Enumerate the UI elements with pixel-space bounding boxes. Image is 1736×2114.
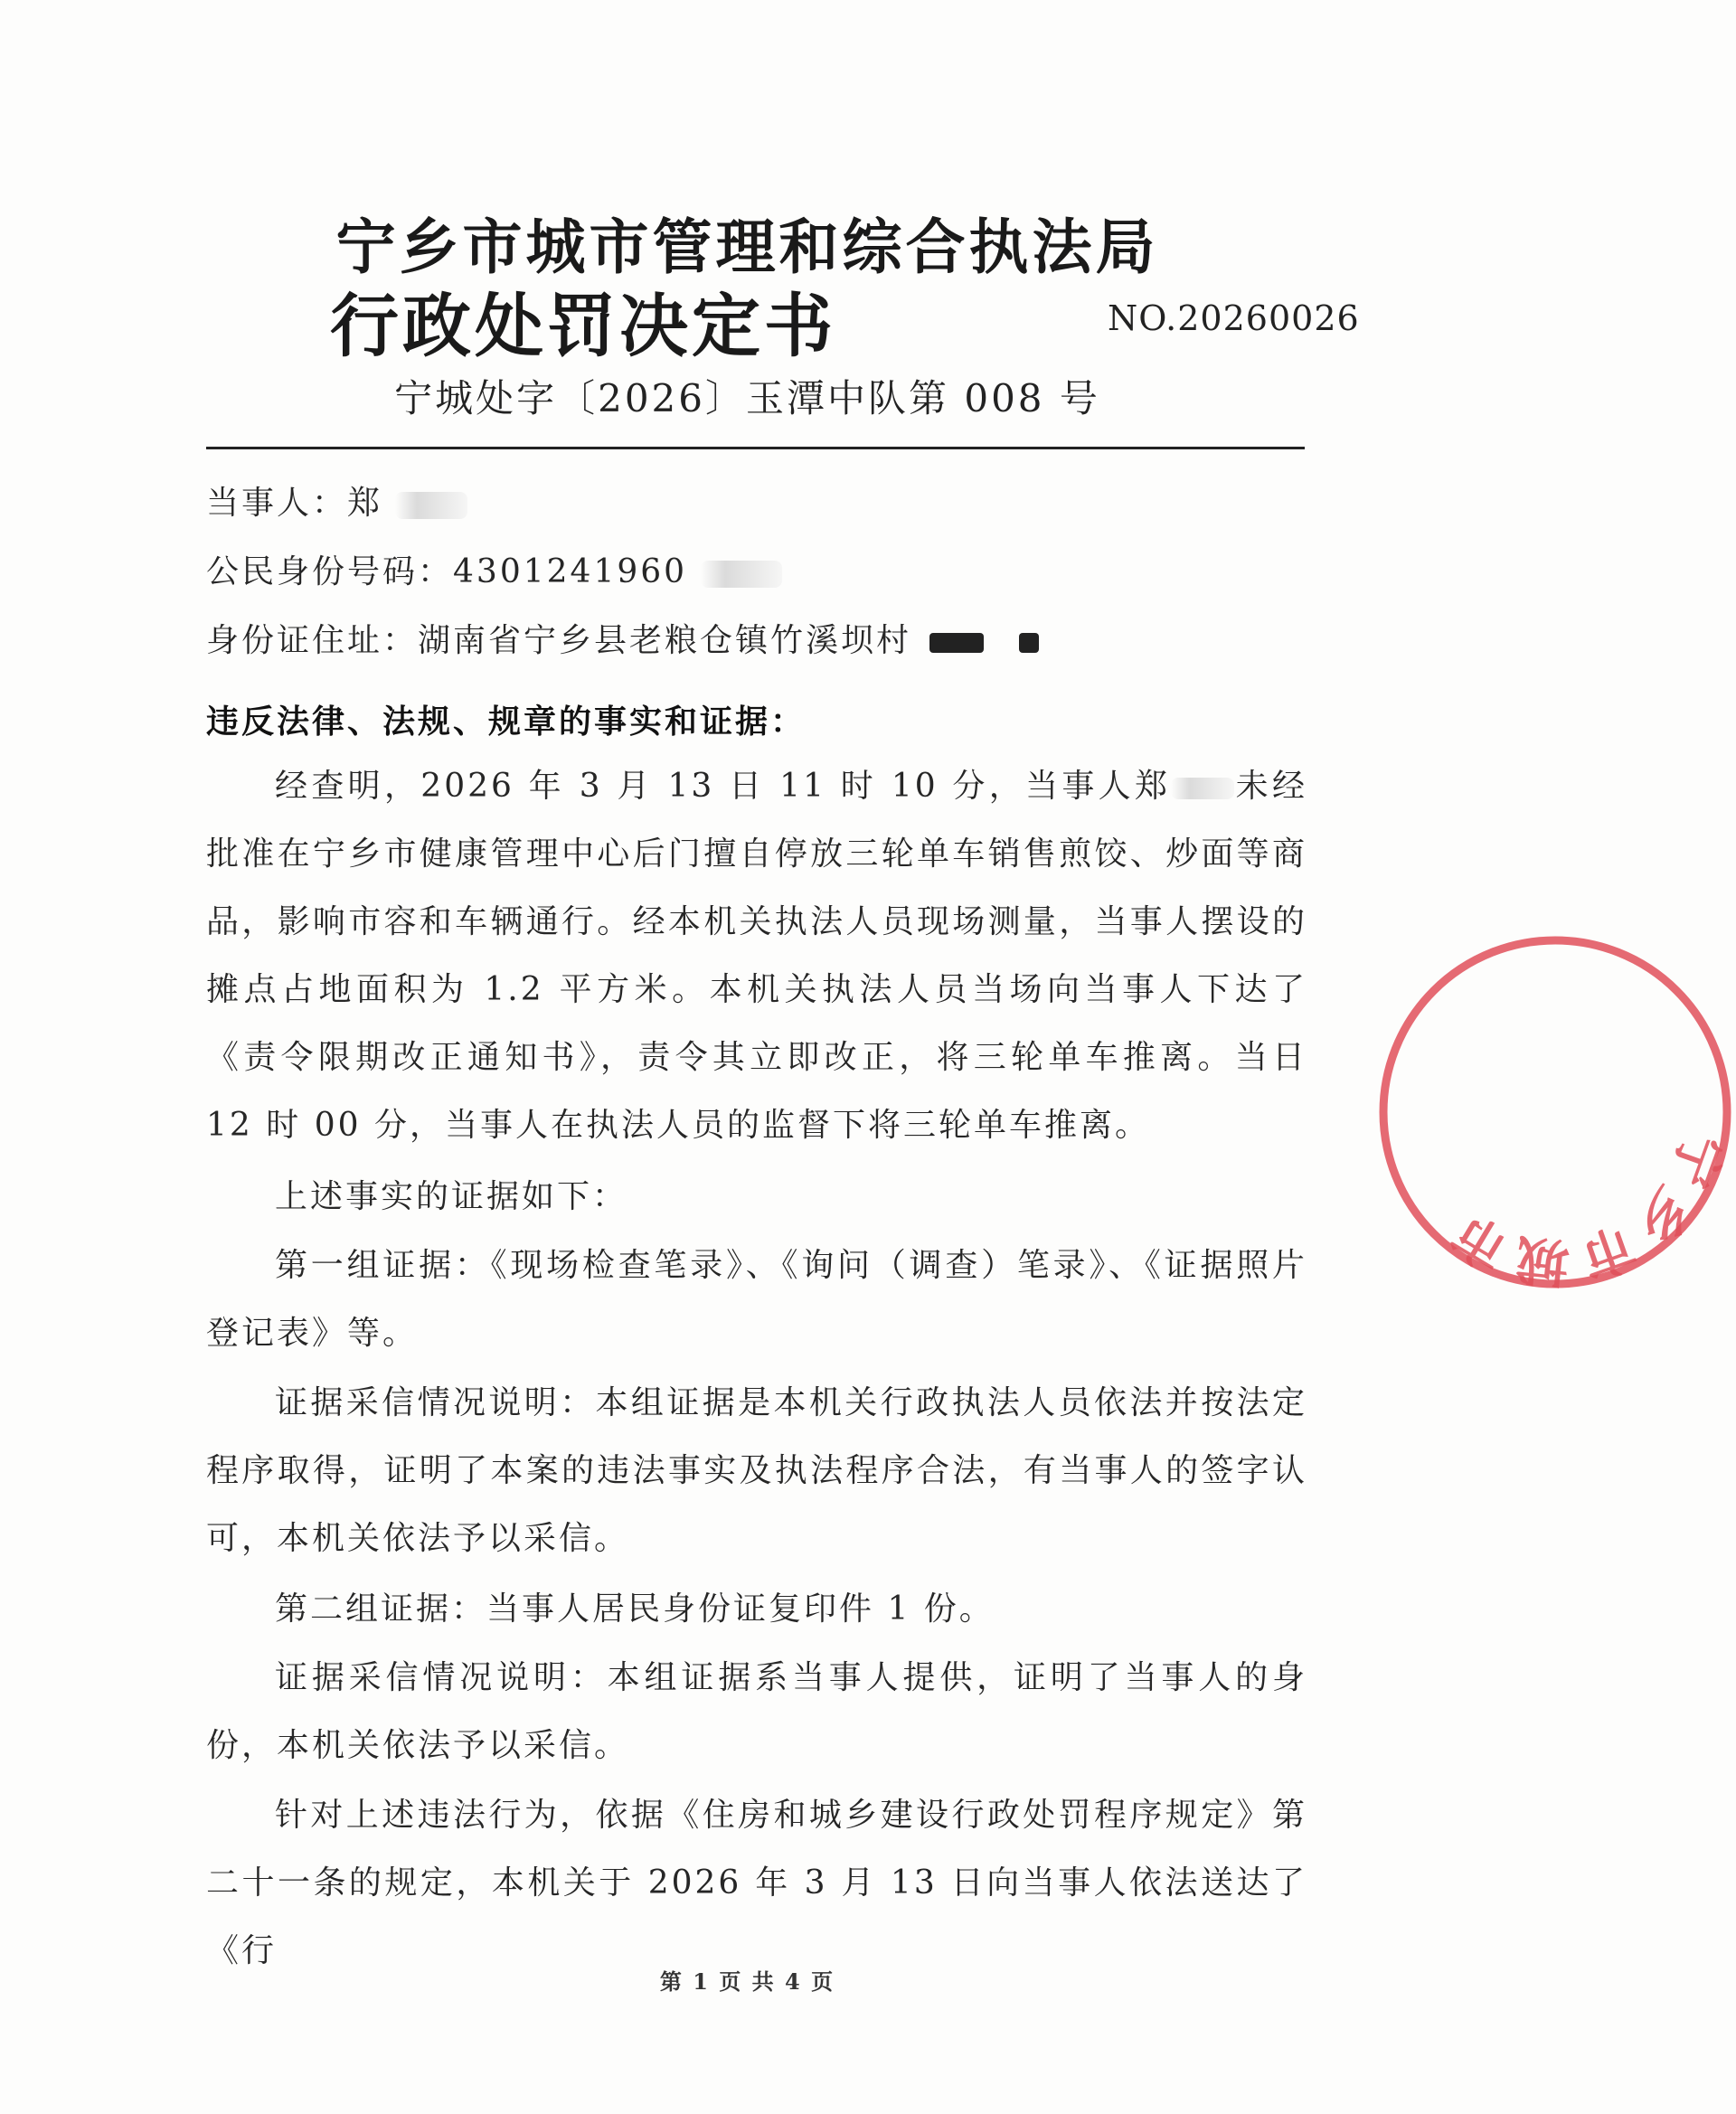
party-address-value: 湖南省宁乡县老粮仓镇竹溪坝村 — [418, 622, 912, 659]
party-id-value: 4301241960 — [453, 553, 688, 590]
official-seal-icon — [1374, 931, 1736, 1293]
document-title: 行政处罚决定书 — [330, 286, 836, 366]
agency-title: 宁乡市城市管理和综合执法局 — [335, 212, 1159, 282]
case-number: 宁城处字〔2026〕玉潭中队第 008 号 — [394, 376, 1100, 420]
party-address-row — [206, 615, 1039, 661]
facts-text-a: 经查明，2026 年 3 月 13 日 11 时 10 分，当事人郑 — [275, 768, 1172, 805]
evidence-group-1-note: 证据采信情况说明：本组证据是本机关行政执法人员依法并按法定程序取得，证明了本案的违法事实及执法程序合法，有当事人的签字认可，本机关依法予以采信。 — [206, 1384, 1307, 1557]
redaction-mark — [1019, 633, 1039, 653]
redaction-mark — [929, 633, 984, 653]
svg-text:宁乡市城市 — [1438, 1125, 1734, 1293]
facts-paragraph — [206, 752, 1307, 1159]
evidence-intro: 上述事实的证据如下： — [275, 1178, 628, 1215]
header-divider — [206, 447, 1305, 449]
document-number: NO.20260026 — [1108, 298, 1360, 338]
evidence-group-2: 第二组证据：当事人居民身份证复印件 1 份。 — [275, 1590, 995, 1628]
party-name-label: 当事人： — [206, 485, 348, 522]
evidence-group-1: 第一组证据：《现场检查笔录》、《询问（调查）笔录》、《证据照片登记表》等。 — [206, 1247, 1307, 1352]
party-id-row — [206, 546, 782, 592]
redaction-mark — [395, 492, 467, 519]
redaction-mark — [1171, 778, 1234, 799]
party-id-label: 公民身份号码： — [206, 553, 454, 590]
evidence-group-2-note: 证据采信情况说明：本组证据系当事人提供，证明了当事人的身份，本机关依法予以采信。 — [206, 1659, 1307, 1764]
party-address-label: 身份证住址： — [206, 622, 419, 659]
facts-text-b: 未经批准在宁乡市健康管理中心后门擅自停放三轮单车销售煎饺、炒面等商品，影响市容和车辆通行。经本机关执法人员现场测量，当事人摆设的摊点占地面积为 1.2 平方米。本机关执法人员当场向当事人下达了《责令限期改正通知书》，责令其立即改正，将三轮单车推离。当日 12 时 00 分，当事人在执法人员的监督下将三轮单车推离。 — [206, 768, 1307, 1144]
party-name-value: 郑 — [347, 485, 383, 522]
procedure-paragraph: 针对上述违法行为，依据《住房和城乡建设行政处罚程序规定》第二十一条的规定，本机关于 2026 年 3 月 13 日向当事人依法送达了《行 — [206, 1797, 1307, 1969]
redaction-mark — [701, 561, 782, 588]
page-footer: 第 1 页 共 4 页 — [659, 1968, 835, 1995]
section-heading: 违反法律、法规、规章的事实和证据： — [206, 703, 807, 741]
seal-text: 宁乡市城市 — [1437, 1125, 1735, 1293]
party-name-row — [206, 477, 467, 524]
